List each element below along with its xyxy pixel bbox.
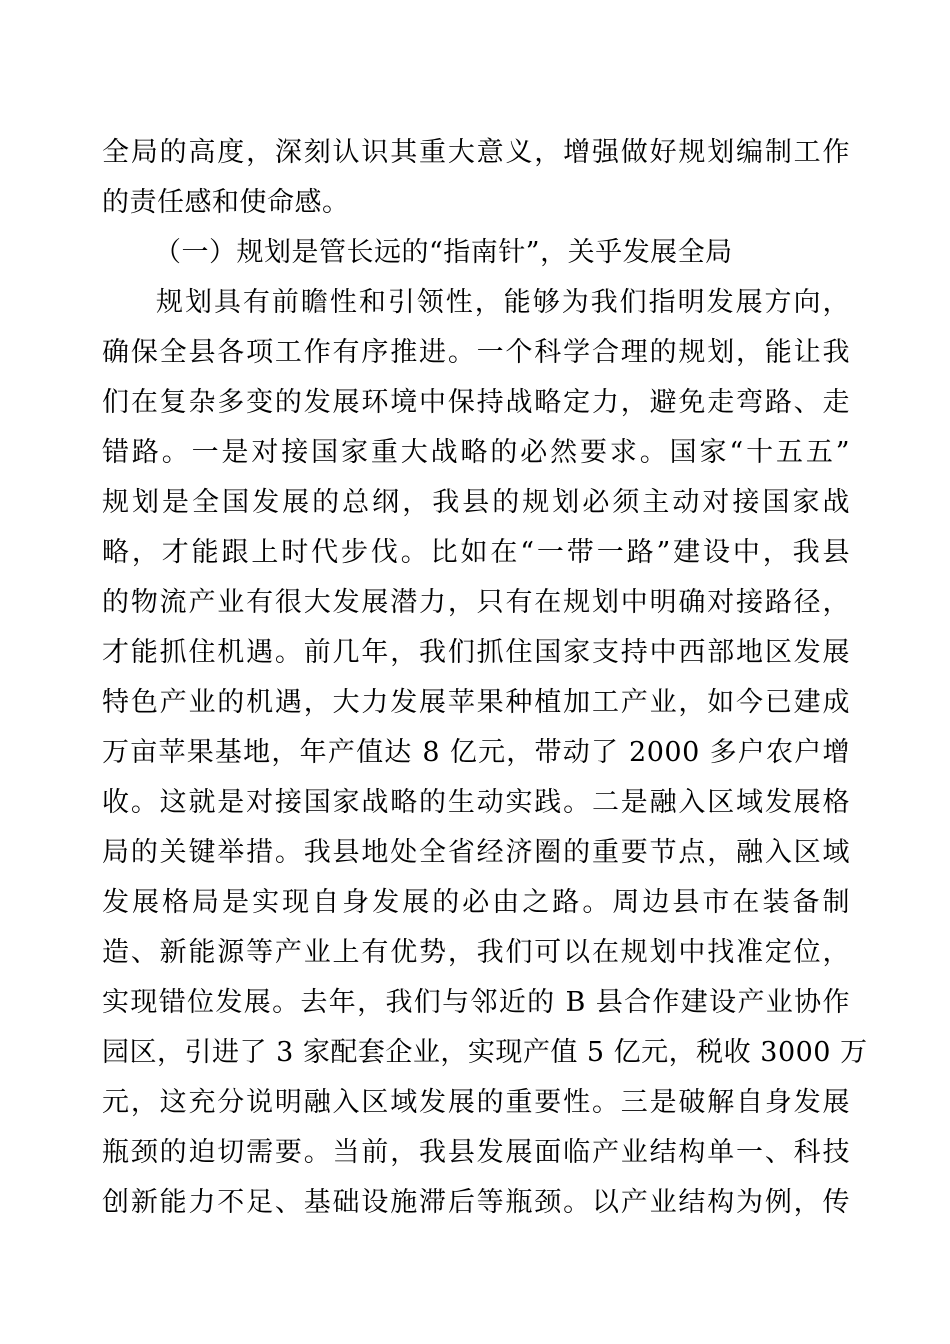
paragraph-line: 特色产业的机遇，大力发展苹果种植加工产业，如今已建成 bbox=[102, 687, 850, 718]
paragraph-line: 局的关键举措。我县地处全省经济圈的重要节点，融入区域 bbox=[102, 837, 850, 868]
section-heading: （一）规划是管长远的“指南针”，关乎发展全局 bbox=[154, 237, 733, 268]
intro-line-1: 全局的高度，深刻认识其重大意义，增强做好规划编制工作 bbox=[102, 137, 850, 168]
paragraph-line: 错路。一是对接国家重大战略的必然要求。国家“十五五” bbox=[102, 437, 850, 468]
intro-line-2: 的责任感和使命感。 bbox=[102, 187, 350, 218]
paragraph-line: 园区，引进了 3 家配套企业，实现产值 5 亿元，税收 3000 万 bbox=[102, 1037, 868, 1068]
paragraph-line: 发展格局是实现自身发展的必由之路。周边县市在装备制 bbox=[102, 887, 850, 918]
paragraph-line: 规划是全国发展的总纲，我县的规划必须主动对接国家战 bbox=[102, 487, 850, 518]
paragraph-line: 们在复杂多变的发展环境中保持战略定力，避免走弯路、走 bbox=[102, 387, 850, 418]
document-body bbox=[102, 128, 868, 1228]
paragraph-line: 规划具有前瞻性和引领性，能够为我们指明发展方向， bbox=[156, 287, 850, 318]
paragraph-line: 才能抓住机遇。前几年，我们抓住国家支持中西部地区发展 bbox=[102, 637, 850, 668]
paragraph-line: 万亩苹果基地，年产值达 8 亿元，带动了 2000 多户农户增 bbox=[102, 737, 850, 768]
paragraph-line: 确保全县各项工作有序推进。一个科学合理的规划，能让我 bbox=[102, 337, 850, 368]
paragraph-line: 收。这就是对接国家战略的生动实践。二是融入区域发展格 bbox=[102, 787, 850, 818]
paragraph-line: 略，才能跟上时代步伐。比如在“一带一路”建设中，我县 bbox=[102, 537, 850, 568]
paragraph-line: 元，这充分说明融入区域发展的重要性。三是破解自身发展 bbox=[102, 1087, 850, 1118]
paragraph-line: 创新能力不足、基础设施滞后等瓶颈。以产业结构为例，传 bbox=[102, 1187, 850, 1218]
paragraph-line: 造、新能源等产业上有优势，我们可以在规划中找准定位， bbox=[102, 937, 850, 968]
paragraph-line: 实现错位发展。去年，我们与邻近的 B 县合作建设产业协作 bbox=[102, 987, 850, 1018]
paragraph-line: 的物流产业有很大发展潜力，只有在规划中明确对接路径， bbox=[102, 587, 850, 618]
paragraph-line: 瓶颈的迫切需要。当前，我县发展面临产业结构单一、科技 bbox=[102, 1137, 850, 1168]
